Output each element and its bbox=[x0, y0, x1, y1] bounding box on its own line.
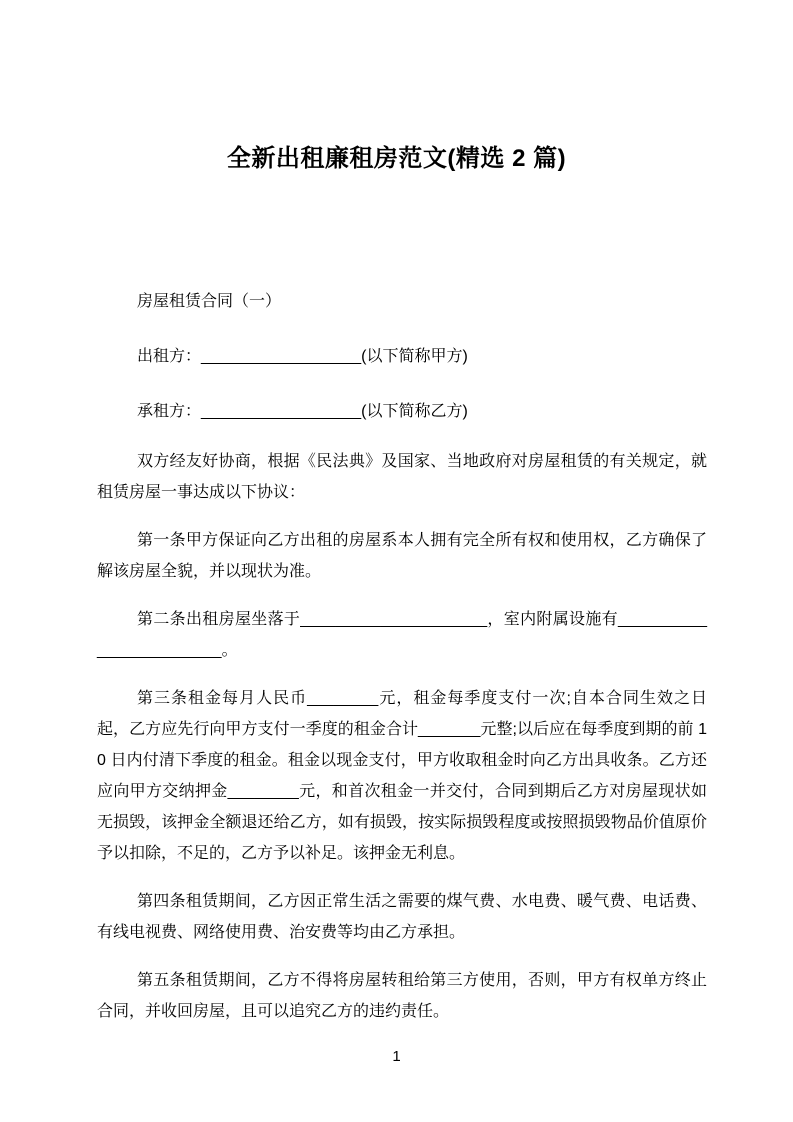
document-title: 全新出租廉租房范文(精选 2 篇) bbox=[226, 145, 567, 172]
paragraph-intro: 双方经友好协商，根据《民法典》及国家、当地政府对房屋租赁的有关规定，就租赁房屋一事达成以下协议： bbox=[97, 453, 707, 501]
lessor-line: 出租方：__________________(以下简称甲方) bbox=[137, 348, 468, 365]
paragraph-clause-4: 第四条租赁期间，乙方因正常生活之需要的煤气费、水电费、暖气费、电话费、有线电视费、网络使用费、治安费等均由乙方承担。 bbox=[97, 893, 707, 941]
lessee-line: 承租方：__________________(以下简称乙方) bbox=[137, 403, 468, 420]
paragraph-clause-1: 第一条甲方保证向乙方出租的房屋系本人拥有完全所有权和使用权，乙方确保了解该房屋全貌，并以现状为准。 bbox=[97, 532, 707, 580]
paragraph-clause-3: 第三条租金每月人民币________元，租金每季度支付一次;自本合同生效之日起，乙方应先行向甲方支付一季度的租金合计_______元整;以后应在每季度到期的前 10 日内付清下季度的租金。租金以现金支付，甲方收取租金时向乙方出具收条。乙方还应向甲方交纳押金________元，和首次租金一并交付，合同到期后乙方对房屋现状如无损毁，该押金全额退还给乙方，如有损毁，按实际损毁程度或按照损毁物品价值原价予以扣除，不足的，乙方予以补足。该押金无利息。 bbox=[97, 690, 707, 862]
document-body bbox=[97, 286, 707, 1027]
paragraph-clause-5: 第五条租赁期间，乙方不得将房屋转租给第三方使用，否则，甲方有权单方终止合同，并收回房屋，且可以追究乙方的违约责任。 bbox=[97, 972, 707, 1020]
page-number: 1 bbox=[392, 1048, 401, 1065]
paragraph-clause-2: 第二条出租房屋坐落于_____________________，室内附属设施有________________________。 bbox=[97, 611, 707, 659]
contract-subtitle: 房屋租赁合同（一） bbox=[137, 293, 282, 310]
